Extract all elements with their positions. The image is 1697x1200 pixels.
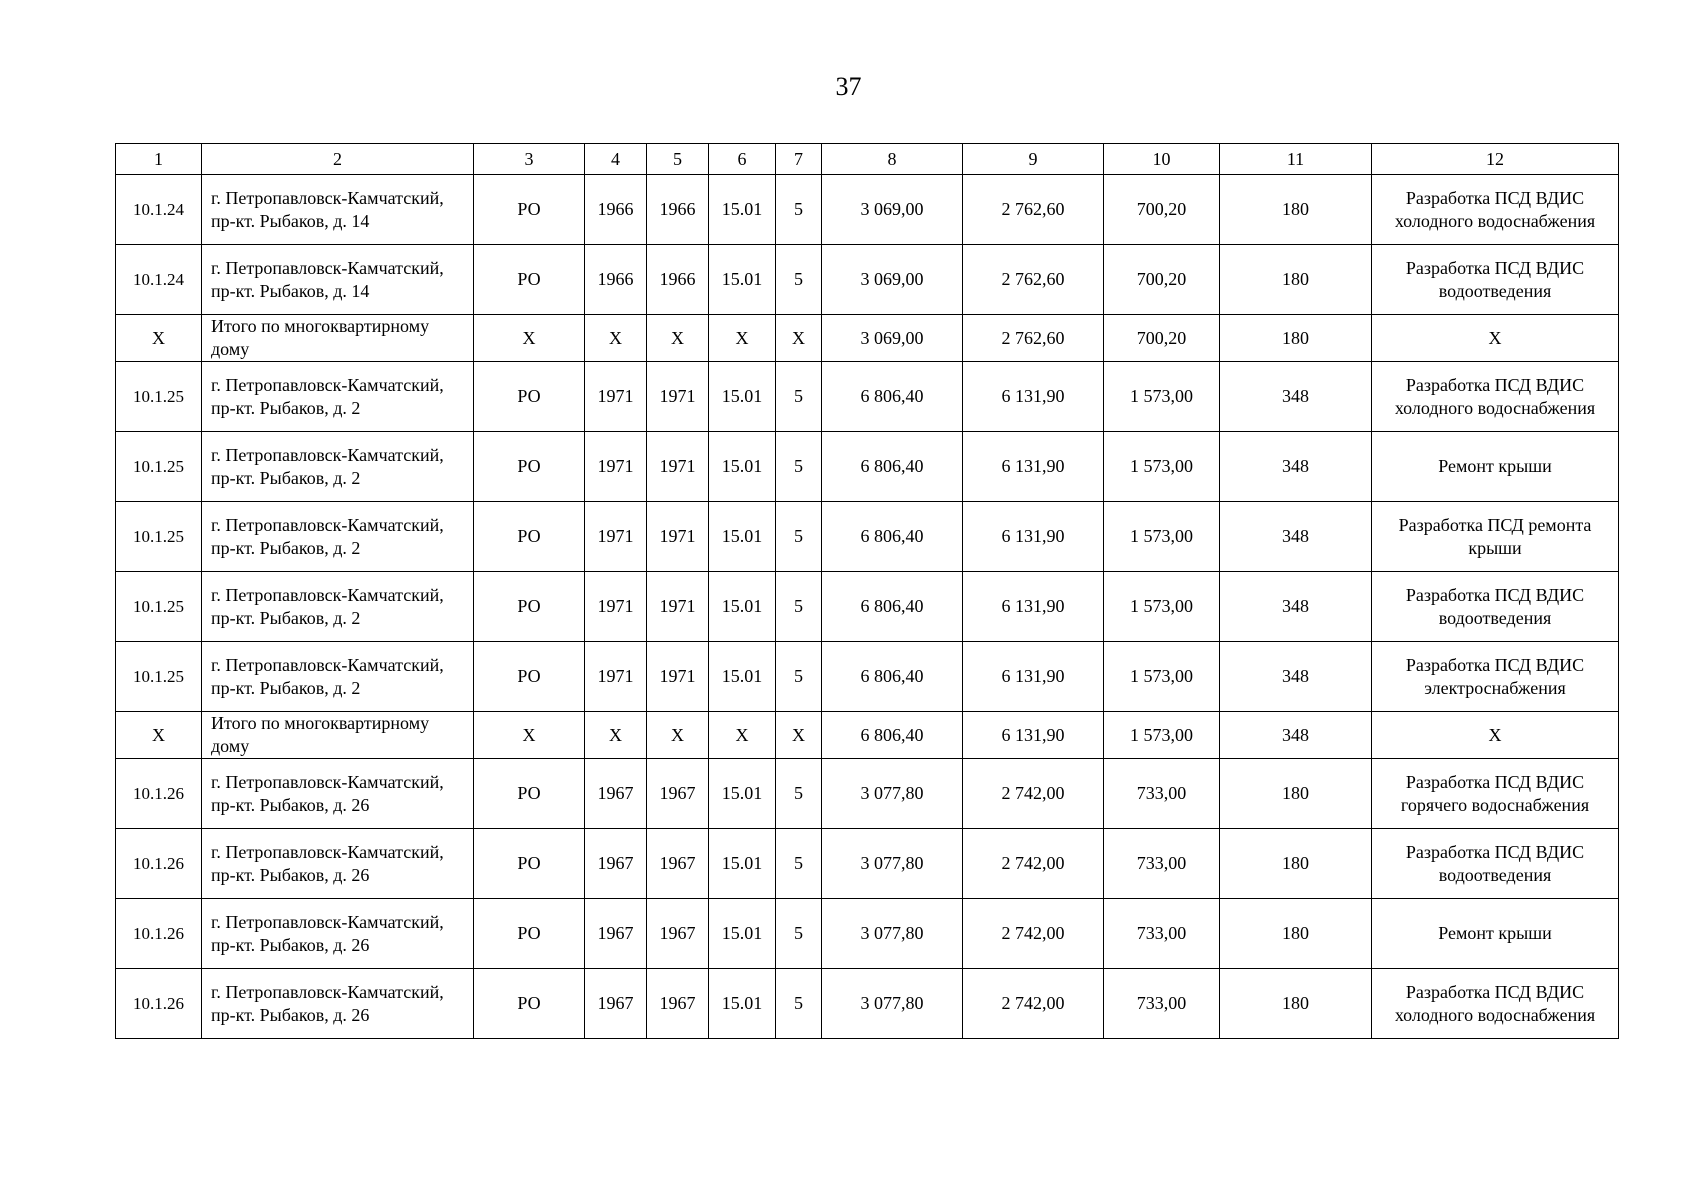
address-cell: г. Петропавловск-Камчатский, пр-кт. Рыбаков, д. 2 bbox=[202, 362, 474, 432]
year-cell: 1971 bbox=[585, 572, 647, 642]
floors-cell: X bbox=[776, 315, 822, 362]
year-cell: 1966 bbox=[585, 175, 647, 245]
area-cell: 6 131,90 bbox=[963, 642, 1104, 712]
year-cell: 1967 bbox=[647, 969, 709, 1039]
row-number-cell: 10.1.26 bbox=[116, 899, 202, 969]
area-cell: 1 573,00 bbox=[1104, 572, 1220, 642]
floors-cell: 5 bbox=[776, 642, 822, 712]
column-header: 9 bbox=[963, 144, 1104, 175]
code-cell: 15.01 bbox=[709, 245, 776, 315]
area-cell: 2 762,60 bbox=[963, 315, 1104, 362]
work-type-cell: Разработка ПСД ВДИС водоотведения bbox=[1372, 829, 1619, 899]
address-cell: г. Петропавловск-Камчатский, пр-кт. Рыбаков, д. 2 bbox=[202, 642, 474, 712]
code-cell: РО bbox=[474, 969, 585, 1039]
address-cell: г. Петропавловск-Камчатский, пр-кт. Рыбаков, д. 14 bbox=[202, 245, 474, 315]
code-cell: РО bbox=[474, 829, 585, 899]
year-cell: 1967 bbox=[647, 899, 709, 969]
residents-cell: 180 bbox=[1220, 969, 1372, 1039]
row-number-cell: 10.1.26 bbox=[116, 759, 202, 829]
row-number-cell: 10.1.24 bbox=[116, 175, 202, 245]
table-row bbox=[116, 362, 1619, 432]
address-cell: г. Петропавловск-Камчатский, пр-кт. Рыбаков, д. 26 bbox=[202, 899, 474, 969]
year-cell: 1966 bbox=[647, 175, 709, 245]
area-cell: 3 069,00 bbox=[822, 245, 963, 315]
area-cell: 6 131,90 bbox=[963, 362, 1104, 432]
table-header bbox=[116, 144, 1619, 175]
area-cell: 2 762,60 bbox=[963, 175, 1104, 245]
area-cell: 6 806,40 bbox=[822, 642, 963, 712]
row-number-cell: X bbox=[116, 712, 202, 759]
address-cell: г. Петропавловск-Камчатский, пр-кт. Рыбаков, д. 26 bbox=[202, 829, 474, 899]
floors-cell: 5 bbox=[776, 245, 822, 315]
year-cell: 1966 bbox=[647, 245, 709, 315]
code-cell: 15.01 bbox=[709, 899, 776, 969]
code-cell: РО bbox=[474, 642, 585, 712]
table-row bbox=[116, 432, 1619, 502]
table-row bbox=[116, 502, 1619, 572]
year-cell: 1971 bbox=[585, 432, 647, 502]
floors-cell: 5 bbox=[776, 969, 822, 1039]
page-number: 37 bbox=[835, 72, 862, 101]
residents-cell: 180 bbox=[1220, 829, 1372, 899]
residents-cell: 348 bbox=[1220, 502, 1372, 572]
area-cell: 733,00 bbox=[1104, 899, 1220, 969]
code-cell: РО bbox=[474, 899, 585, 969]
area-cell: 733,00 bbox=[1104, 969, 1220, 1039]
header-row bbox=[116, 144, 1619, 175]
area-cell: 700,20 bbox=[1104, 315, 1220, 362]
address-cell: г. Петропавловск-Камчатский, пр-кт. Рыбаков, д. 14 bbox=[202, 175, 474, 245]
residents-cell: 180 bbox=[1220, 899, 1372, 969]
residents-cell: 348 bbox=[1220, 642, 1372, 712]
address-cell: г. Петропавловск-Камчатский, пр-кт. Рыбаков, д. 26 bbox=[202, 759, 474, 829]
total-row bbox=[116, 712, 1619, 759]
year-cell: 1971 bbox=[585, 362, 647, 432]
year-cell: 1967 bbox=[585, 759, 647, 829]
column-header: 10 bbox=[1104, 144, 1220, 175]
area-cell: 6 806,40 bbox=[822, 712, 963, 759]
residents-cell: 348 bbox=[1220, 712, 1372, 759]
year-cell: 1971 bbox=[585, 502, 647, 572]
year-cell: 1967 bbox=[585, 899, 647, 969]
address-cell: г. Петропавловск-Камчатский, пр-кт. Рыбаков, д. 26 bbox=[202, 969, 474, 1039]
address-cell: г. Петропавловск-Камчатский, пр-кт. Рыбаков, д. 2 bbox=[202, 502, 474, 572]
floors-cell: 5 bbox=[776, 362, 822, 432]
total-row bbox=[116, 315, 1619, 362]
code-cell: 15.01 bbox=[709, 175, 776, 245]
area-cell: 3 069,00 bbox=[822, 175, 963, 245]
column-header: 3 bbox=[474, 144, 585, 175]
year-cell: 1967 bbox=[585, 969, 647, 1039]
table-row bbox=[116, 829, 1619, 899]
row-number-cell: X bbox=[116, 315, 202, 362]
work-type-cell: X bbox=[1372, 712, 1619, 759]
work-type-cell: Разработка ПСД ВДИС холодного водоснабжения bbox=[1372, 175, 1619, 245]
area-cell: 2 742,00 bbox=[963, 969, 1104, 1039]
row-number-cell: 10.1.26 bbox=[116, 969, 202, 1039]
code-cell: 15.01 bbox=[709, 759, 776, 829]
area-cell: 1 573,00 bbox=[1104, 502, 1220, 572]
area-cell: 3 077,80 bbox=[822, 759, 963, 829]
column-header: 11 bbox=[1220, 144, 1372, 175]
year-cell: X bbox=[647, 315, 709, 362]
work-type-cell: Разработка ПСД ВДИС водоотведения bbox=[1372, 572, 1619, 642]
year-cell: 1971 bbox=[647, 572, 709, 642]
year-cell: 1967 bbox=[647, 829, 709, 899]
table-row bbox=[116, 642, 1619, 712]
year-cell: X bbox=[585, 315, 647, 362]
residents-cell: 180 bbox=[1220, 245, 1372, 315]
table-row bbox=[116, 572, 1619, 642]
area-cell: 6 806,40 bbox=[822, 432, 963, 502]
address-cell: Итого по многоквартирному дому bbox=[202, 315, 474, 362]
code-cell: РО bbox=[474, 502, 585, 572]
code-cell: 15.01 bbox=[709, 642, 776, 712]
column-header: 1 bbox=[116, 144, 202, 175]
table-row bbox=[116, 759, 1619, 829]
code-cell: 15.01 bbox=[709, 432, 776, 502]
register-table bbox=[115, 143, 1619, 1039]
table-body bbox=[116, 175, 1619, 1039]
floors-cell: 5 bbox=[776, 502, 822, 572]
year-cell: 1966 bbox=[585, 245, 647, 315]
work-type-cell: Разработка ПСД ВДИС водоотведения bbox=[1372, 245, 1619, 315]
code-cell: 15.01 bbox=[709, 969, 776, 1039]
residents-cell: 180 bbox=[1220, 759, 1372, 829]
address-cell: Итого по многоквартирному дому bbox=[202, 712, 474, 759]
area-cell: 3 069,00 bbox=[822, 315, 963, 362]
row-number-cell: 10.1.25 bbox=[116, 642, 202, 712]
floors-cell: 5 bbox=[776, 572, 822, 642]
year-cell: 1971 bbox=[647, 362, 709, 432]
code-cell: X bbox=[709, 315, 776, 362]
area-cell: 3 077,80 bbox=[822, 969, 963, 1039]
floors-cell: 5 bbox=[776, 175, 822, 245]
residents-cell: 348 bbox=[1220, 572, 1372, 642]
row-number-cell: 10.1.25 bbox=[116, 572, 202, 642]
area-cell: 700,20 bbox=[1104, 175, 1220, 245]
floors-cell: 5 bbox=[776, 759, 822, 829]
area-cell: 733,00 bbox=[1104, 759, 1220, 829]
row-number-cell: 10.1.24 bbox=[116, 245, 202, 315]
area-cell: 6 806,40 bbox=[822, 362, 963, 432]
area-cell: 1 573,00 bbox=[1104, 432, 1220, 502]
year-cell: 1971 bbox=[647, 432, 709, 502]
floors-cell: 5 bbox=[776, 899, 822, 969]
area-cell: 2 742,00 bbox=[963, 759, 1104, 829]
year-cell: 1971 bbox=[585, 642, 647, 712]
table-row bbox=[116, 175, 1619, 245]
code-cell: 15.01 bbox=[709, 829, 776, 899]
area-cell: 700,20 bbox=[1104, 245, 1220, 315]
code-cell: 15.01 bbox=[709, 362, 776, 432]
row-number-cell: 10.1.25 bbox=[116, 502, 202, 572]
area-cell: 3 077,80 bbox=[822, 899, 963, 969]
row-number-cell: 10.1.26 bbox=[116, 829, 202, 899]
work-type-cell: Разработка ПСД ВДИС электроснабжения bbox=[1372, 642, 1619, 712]
table-row bbox=[116, 245, 1619, 315]
code-cell: РО bbox=[474, 759, 585, 829]
table-row bbox=[116, 899, 1619, 969]
work-type-cell: Разработка ПСД ВДИС холодного водоснабжения bbox=[1372, 362, 1619, 432]
work-type-cell: Разработка ПСД ВДИС горячего водоснабжения bbox=[1372, 759, 1619, 829]
residents-cell: 348 bbox=[1220, 362, 1372, 432]
area-cell: 6 131,90 bbox=[963, 712, 1104, 759]
area-cell: 1 573,00 bbox=[1104, 642, 1220, 712]
column-header: 2 bbox=[202, 144, 474, 175]
code-cell: 15.01 bbox=[709, 502, 776, 572]
code-cell: РО bbox=[474, 245, 585, 315]
residents-cell: 180 bbox=[1220, 175, 1372, 245]
floors-cell: 5 bbox=[776, 432, 822, 502]
column-header: 7 bbox=[776, 144, 822, 175]
work-type-cell: Разработка ПСД ремонта крыши bbox=[1372, 502, 1619, 572]
work-type-cell: Ремонт крыши bbox=[1372, 899, 1619, 969]
code-cell: X bbox=[474, 315, 585, 362]
year-cell: 1971 bbox=[647, 502, 709, 572]
area-cell: 2 742,00 bbox=[963, 829, 1104, 899]
year-cell: 1967 bbox=[585, 829, 647, 899]
column-header: 6 bbox=[709, 144, 776, 175]
code-cell: 15.01 bbox=[709, 572, 776, 642]
area-cell: 6 806,40 bbox=[822, 572, 963, 642]
column-header: 4 bbox=[585, 144, 647, 175]
code-cell: X bbox=[474, 712, 585, 759]
code-cell: X bbox=[709, 712, 776, 759]
code-cell: РО bbox=[474, 432, 585, 502]
floors-cell: 5 bbox=[776, 829, 822, 899]
column-header: 5 bbox=[647, 144, 709, 175]
area-cell: 733,00 bbox=[1104, 829, 1220, 899]
table-row bbox=[116, 969, 1619, 1039]
area-cell: 6 131,90 bbox=[963, 432, 1104, 502]
floors-cell: X bbox=[776, 712, 822, 759]
column-header: 12 bbox=[1372, 144, 1619, 175]
area-cell: 6 131,90 bbox=[963, 502, 1104, 572]
code-cell: РО bbox=[474, 362, 585, 432]
area-cell: 3 077,80 bbox=[822, 829, 963, 899]
row-number-cell: 10.1.25 bbox=[116, 362, 202, 432]
area-cell: 2 762,60 bbox=[963, 245, 1104, 315]
area-cell: 1 573,00 bbox=[1104, 362, 1220, 432]
column-header: 8 bbox=[822, 144, 963, 175]
area-cell: 1 573,00 bbox=[1104, 712, 1220, 759]
area-cell: 2 742,00 bbox=[963, 899, 1104, 969]
code-cell: РО bbox=[474, 175, 585, 245]
work-type-cell: Разработка ПСД ВДИС холодного водоснабжения bbox=[1372, 969, 1619, 1039]
residents-cell: 348 bbox=[1220, 432, 1372, 502]
year-cell: 1967 bbox=[647, 759, 709, 829]
year-cell: X bbox=[647, 712, 709, 759]
work-type-cell: Ремонт крыши bbox=[1372, 432, 1619, 502]
code-cell: РО bbox=[474, 572, 585, 642]
area-cell: 6 806,40 bbox=[822, 502, 963, 572]
year-cell: 1971 bbox=[647, 642, 709, 712]
residents-cell: 180 bbox=[1220, 315, 1372, 362]
year-cell: X bbox=[585, 712, 647, 759]
address-cell: г. Петропавловск-Камчатский, пр-кт. Рыбаков, д. 2 bbox=[202, 572, 474, 642]
address-cell: г. Петропавловск-Камчатский, пр-кт. Рыбаков, д. 2 bbox=[202, 432, 474, 502]
area-cell: 6 131,90 bbox=[963, 572, 1104, 642]
row-number-cell: 10.1.25 bbox=[116, 432, 202, 502]
work-type-cell: X bbox=[1372, 315, 1619, 362]
